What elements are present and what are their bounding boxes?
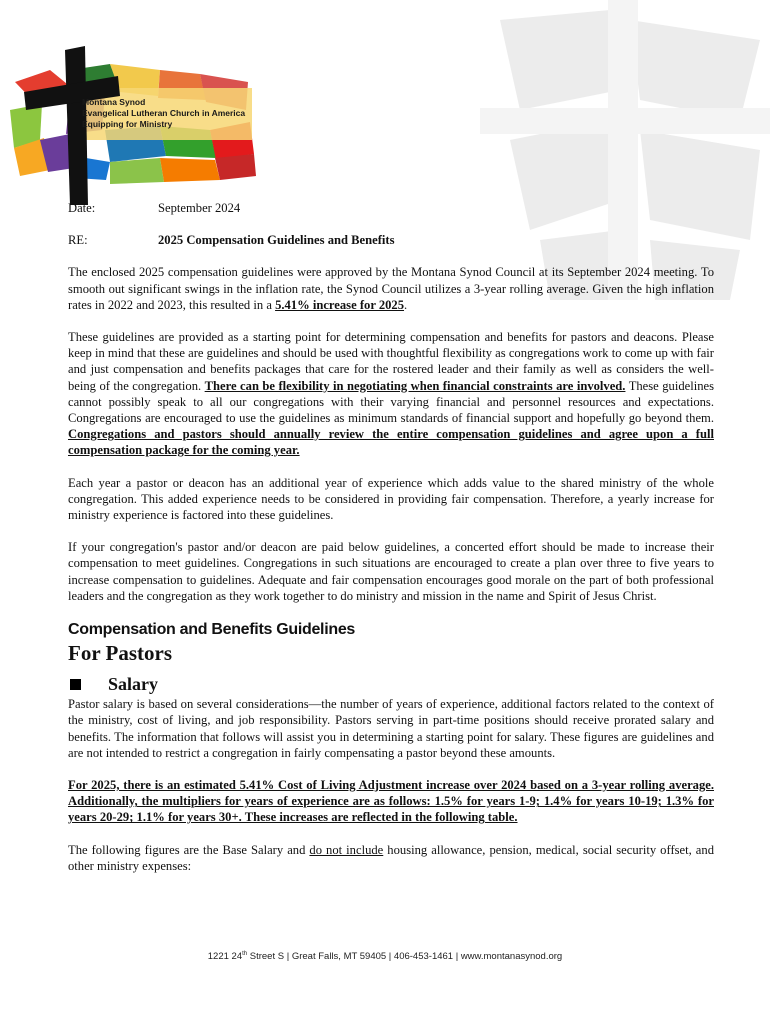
paragraph-approval: The enclosed 2025 compensation guidelines were approved by the Montana Synod Council at its September 2024 meeting. To smooth out significant swings in the inflation rate, the Synod Council utilizes a 3-year rolling average. Given the high inflation rates in 2022 and 2023, this resulted in a 5.41% increase for 2025. [68, 265, 714, 312]
section-subheading: For Pastors [68, 641, 173, 666]
square-bullet-icon [70, 679, 81, 690]
re-row [68, 232, 714, 248]
increase-emphasis: 5.41% increase for 2025 [275, 297, 405, 312]
re-label: RE: [68, 233, 88, 248]
salary-heading [68, 674, 714, 695]
section-heading: Compensation and Benefits Guidelines [68, 621, 356, 639]
date-label: Date: [68, 201, 96, 215]
review-emphasis: Congregations and pastors should annually review the entire compensation guidelines and agree upon a full compensation package for the coming year. [68, 427, 714, 458]
date-value: September 2024 [158, 201, 241, 215]
paragraph-salary: Pastor salary is based on several considerations—the number of years of experience, additional factors related to the context of the ministry, cost of living, and job responsibility. Pastors serving in part-time positions should receive prorated salary and benefits. The information that follows will assist you in determining a starting point for salary. These figures are guidelines and are not intended to restrict a congregation in fairly compensating a pastor beyond these amounts. [68, 697, 714, 760]
date-row [68, 200, 714, 216]
paragraph-cola: For 2025, there is an estimated 5.41% Cost of Living Adjustment increase over 2024 based on a 3-year rolling average. Additionally, the multipliers for years of experience are as follows: 1.5% for years 1-9; 1.4% for years 10-19; 1.3% for years 20-29; 1.1% for years 30+. These increases are reflected in the following table. [68, 778, 714, 825]
footer-address: 1221 24th Street S | Great Falls, MT 59405 | 406-453-1461 | www.montanasynod.org [207, 951, 563, 963]
paragraph-base-salary: The following figures are the Base Salary and do not include housing allowance, pension, medical, social security offset, and other ministry expenses: [68, 842, 714, 873]
salary-title: Salary [108, 674, 159, 695]
logo-text [82, 97, 245, 130]
re-value: 2025 Compensation Guidelines and Benefits [158, 233, 395, 248]
paragraph-below-guidelines: If your congregation's pastor and/or deacon are paid below guidelines, a concerted effort should be made to increase their compensation to meet guidelines. Congregations in such situations are encouraged to create a plan over three to five years to increase compensation to guidelines. Adequate and fair compensation encourages good morale on the part of both professional leaders and the congregation as they work together to do ministry and mission in the name and Spirit of Jesus Christ. [68, 540, 714, 603]
logo-line-2: Evangelical Lutheran Church in America [82, 108, 246, 118]
letter-body [68, 200, 714, 890]
logo-line-3: Equipping for Ministry [82, 119, 173, 129]
paragraph-experience: Each year a pastor or deacon has an additional year of experience which adds value to the shared ministry of the whole congregation. This added experience needs to be considered in providing fair compensation. Therefore, a yearly increase for ministry experience is factored into these guidelines. [68, 475, 714, 523]
do-not-include-emphasis: do not include [309, 842, 384, 857]
logo-line-1: Montana Synod [82, 97, 146, 107]
flexibility-emphasis: There can be flexibility in negotiating when financial constraints are involved. [204, 378, 626, 393]
paragraph-guidelines: These guidelines are provided as a starting point for determining compensation and benefits for pastors and deacons. Please keep in mind that these are guidelines and should be used with thoughtful flexibility as congregations work to come up with fair and just compensation and benefits packages that care for the rostered leader and their family as well as considers the well-being of the congregation. There can be flexibility in negotiating when financial constraints are involved. These guidelines cannot possibly speak to all our congregations with their varying financial and personnel resources and expectations. Congregations are encouraged to use the guidelines as minimum standards of financial support and hopefully go beyond them. Congregations and pastors should annually review the entire compensation guidelines and agree upon a full compensation package for the coming year. [68, 330, 715, 458]
